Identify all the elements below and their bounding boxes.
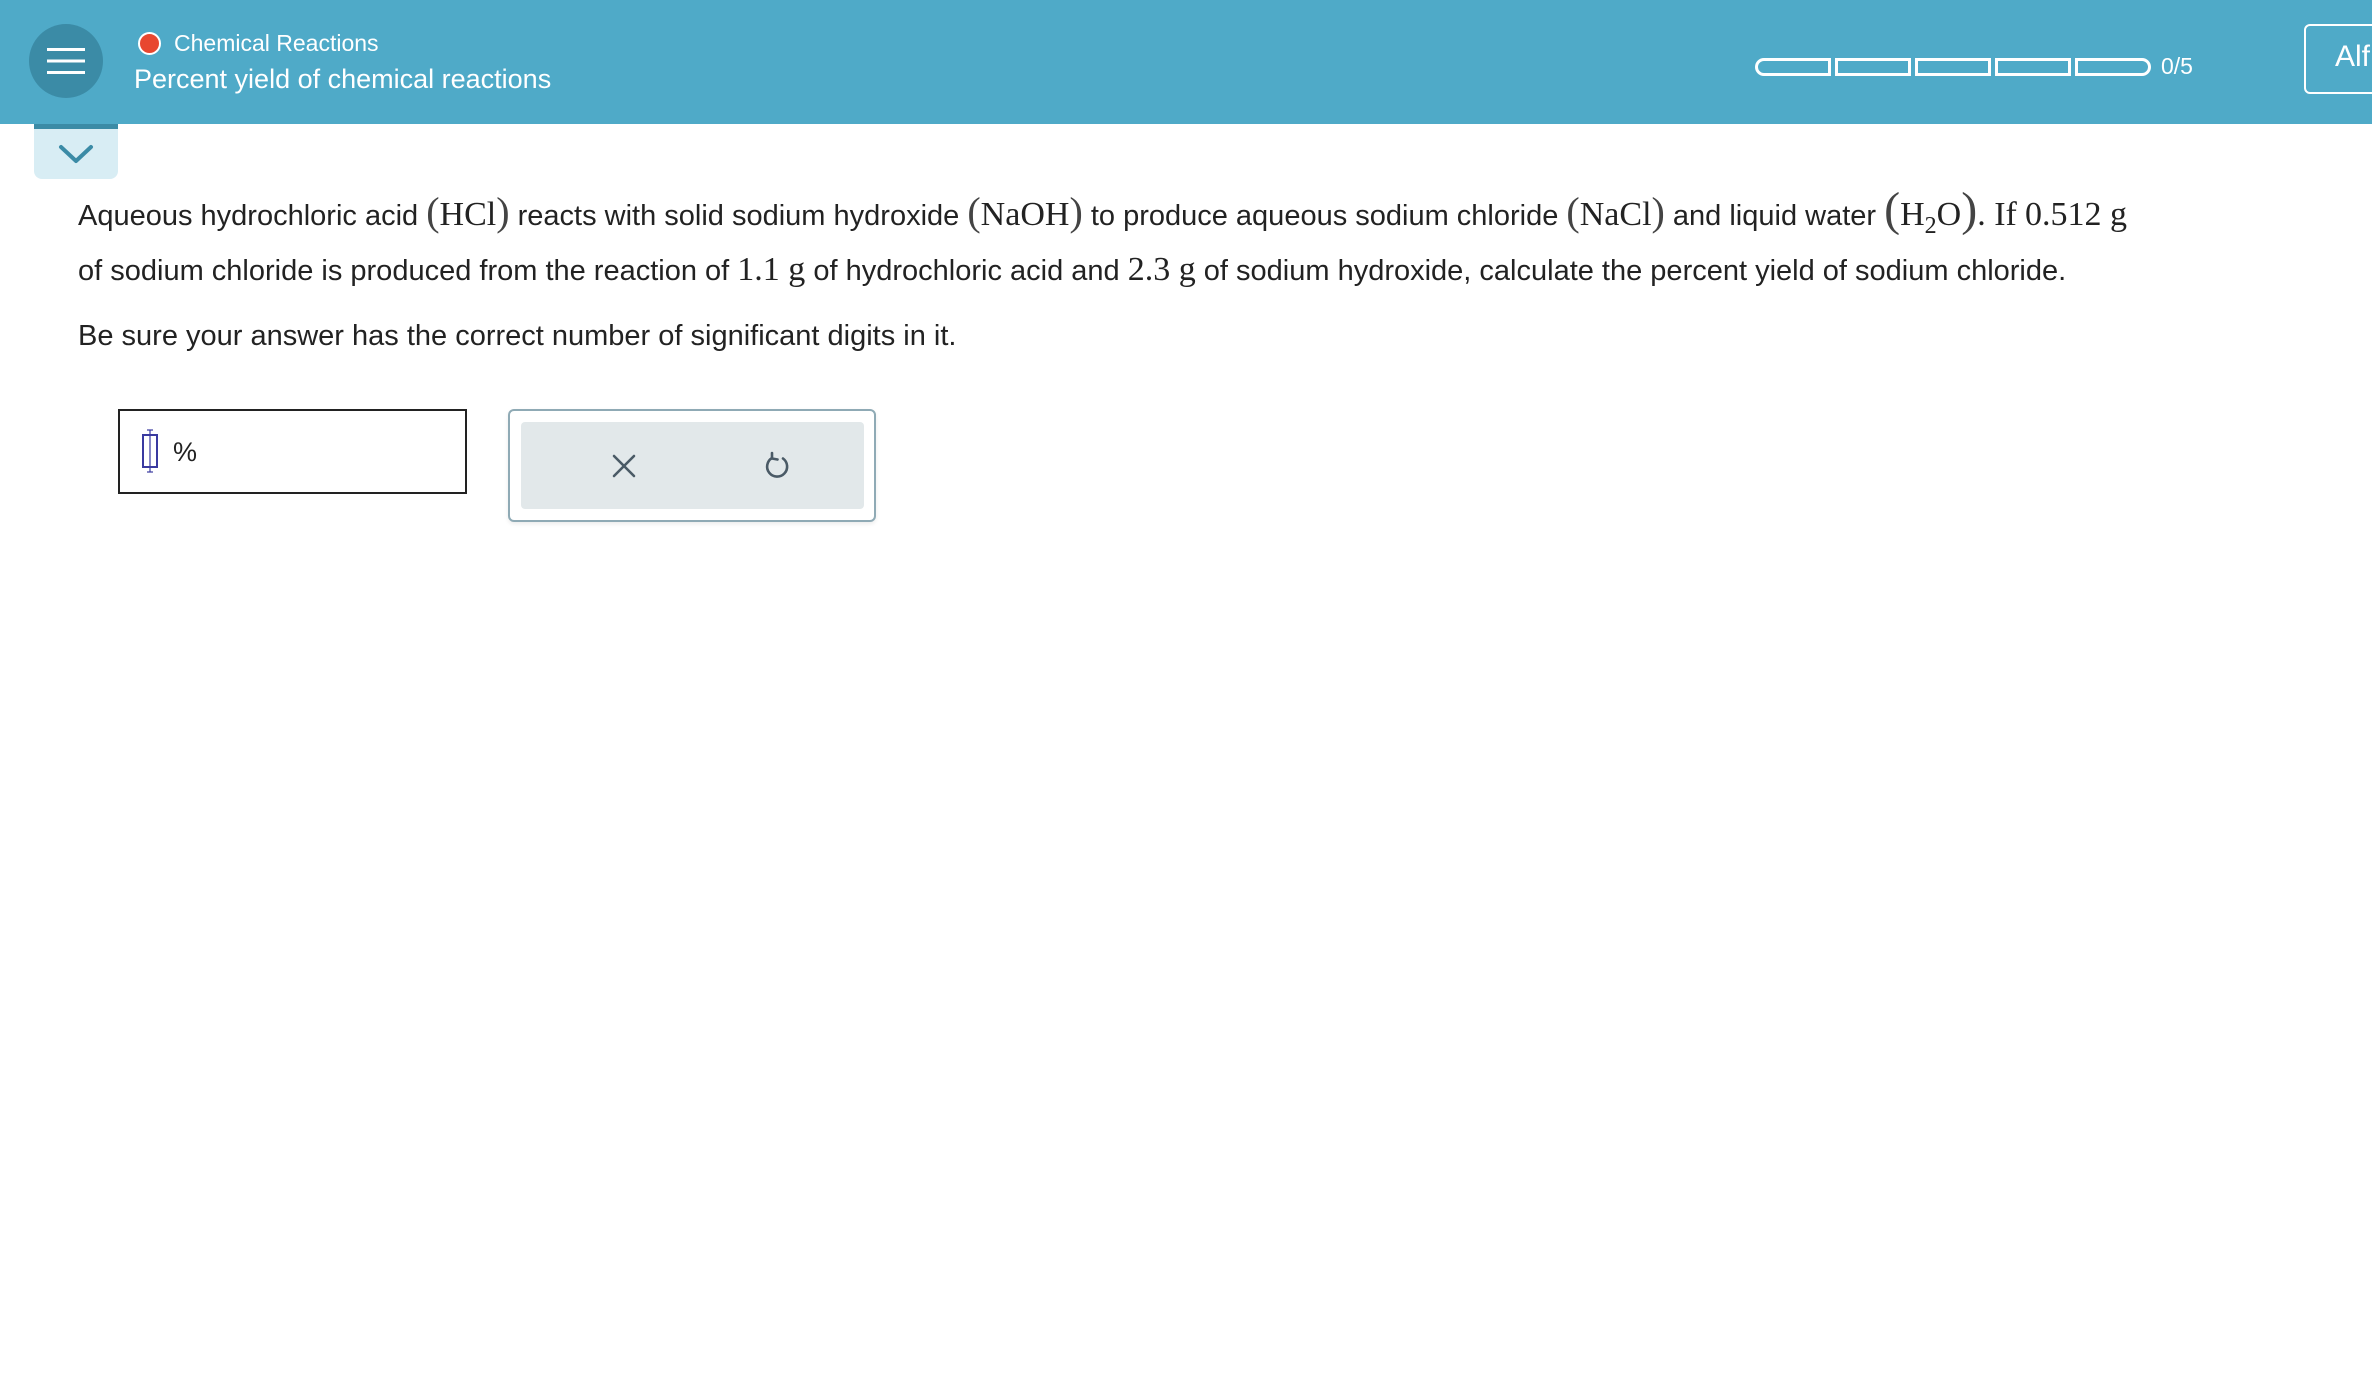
question-part: Aqueous hydrochloric acid (78, 200, 419, 232)
mass-nacl: 0.512 g (2024, 196, 2127, 233)
progress-text: 0/5 (2161, 53, 2193, 79)
user-account-button[interactable]: Alf (2304, 24, 2372, 94)
topic-status-dot (138, 32, 161, 55)
answer-tools-panel (508, 409, 876, 522)
progress-segment (1755, 58, 1831, 76)
input-cursor-icon (141, 429, 159, 473)
progress-segment (1835, 58, 1911, 76)
formula-hcl: HCl (439, 196, 497, 233)
topic-label: Chemical Reactions (174, 29, 379, 56)
question-part: to produce aqueous sodium chloride (1090, 200, 1559, 232)
chevron-down-icon (58, 143, 94, 165)
formula-naoh: NaOH (980, 196, 1070, 233)
menu-button[interactable] (29, 24, 103, 98)
close-icon (610, 452, 638, 480)
percent-unit-label: % (173, 437, 198, 467)
instruction-text: Be sure your answer has the correct number of significant digits in it. (78, 320, 957, 352)
undo-icon (762, 451, 792, 481)
formula-nacl: NaCl (1579, 196, 1652, 233)
mass-hcl: 1.1 g (737, 251, 806, 288)
answer-tools-inner (521, 422, 864, 509)
collapse-toggle[interactable] (34, 124, 118, 179)
question-text (78, 180, 2368, 300)
question-part: of sodium chloride is produced from the reaction of (78, 255, 730, 287)
clear-button[interactable] (604, 446, 644, 486)
question-part: reacts with solid sodium hydroxide (517, 200, 960, 232)
question-line-1: Aqueous hydrochloric acid (HCl) reacts with solid sodium hydroxide (NaOH) to produce aqueous sodium chloride (NaCl) and liquid water $(H_2O)$. If 0.512 g (78, 183, 2127, 239)
hamburger-icon (46, 45, 86, 77)
progress-segment (1915, 58, 1991, 76)
top-bar (0, 0, 2372, 124)
progress-segment (2075, 58, 2151, 76)
mass-naoh: 2.3 g (1127, 251, 1196, 288)
question-part: of sodium hydroxide, calculate the percent yield of sodium chloride. (1203, 255, 2067, 287)
lesson-title: Percent yield of chemical reactions (134, 64, 552, 94)
progress-indicator (1755, 53, 2193, 80)
reset-button[interactable] (757, 446, 797, 486)
progress-segment (1995, 58, 2071, 76)
question-part: of hydrochloric acid and (813, 255, 1120, 287)
question-part: . If (1977, 196, 2017, 233)
answer-input[interactable] (118, 409, 467, 494)
topic-row (138, 28, 379, 58)
question-part: and liquid water (1672, 200, 1877, 232)
formula-h2o: $H_2O$ (1900, 196, 1962, 239)
question-line-2 (78, 240, 2368, 300)
